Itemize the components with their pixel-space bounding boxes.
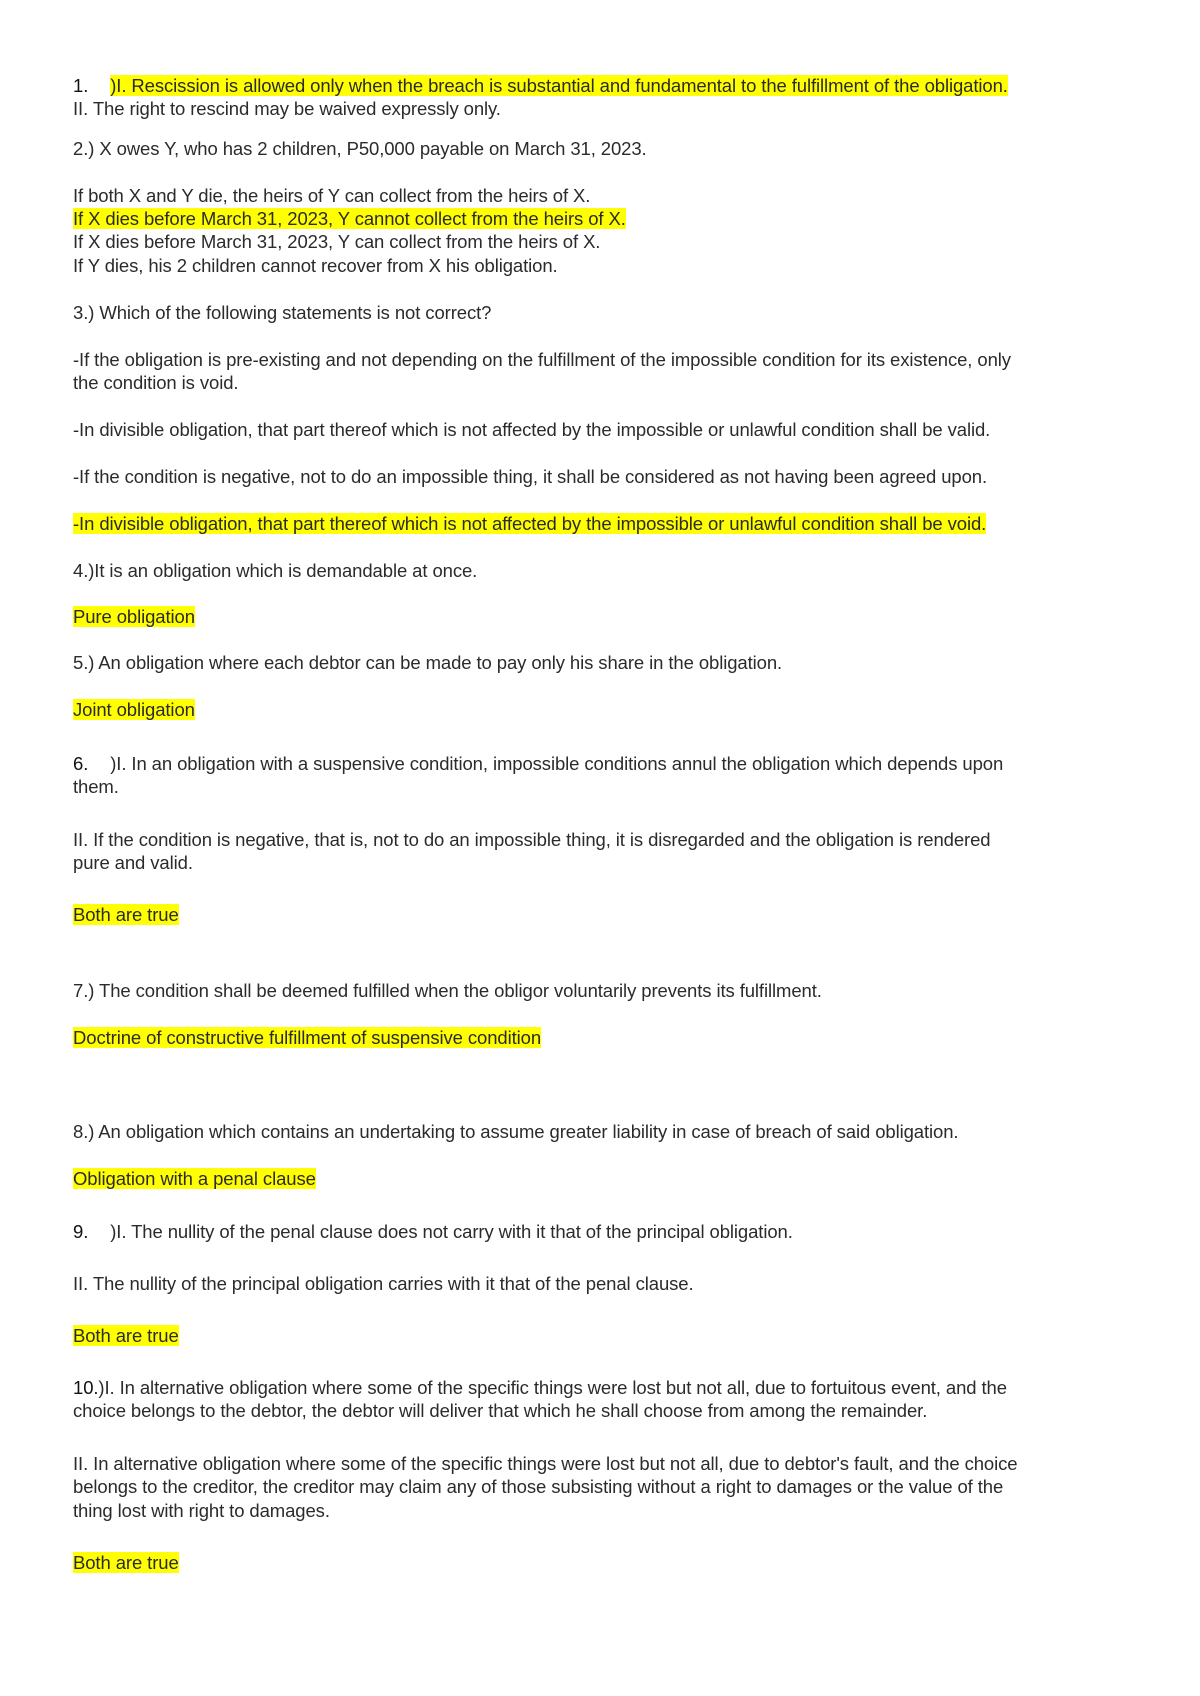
q3-stem: 3.) Which of the following statements is not correct? [73,302,492,323]
q6-number: 6. [73,753,89,774]
q10-statement-1: )I. In alternative obligation where some of the specific things were lost but not all, due to fortuitous event, and the [98,1377,1007,1398]
q6-line1b: them. [73,776,119,797]
q3-option-1a: -If the obligation is pre-existing and not depending on the fulfillment of the impossible condition for its existence, only [73,349,1011,370]
q3-option-4 [73,512,986,535]
q3-option-1b: the condition is void. [73,372,239,393]
q10-line2c: thing lost with right to damages. [73,1500,330,1521]
q7-stem: 7.) The condition shall be deemed fulfilled when the obligor voluntarily prevents its fulfillment. [73,980,822,1001]
q10-answer-line [73,1551,179,1574]
q9-answer: Both are true [73,1325,179,1346]
q9-statement-2: II. The nullity of the principal obligation carries with it that of the penal clause. [73,1273,694,1294]
q5-stem: 5.) An obligation where each debtor can be made to pay only his share in the obligation. [73,652,783,673]
q9-statement-1: )I. The nullity of the penal clause does not carry with it that of the principal obligation. [110,1221,793,1242]
q2-option-3: If X dies before March 31, 2023, Y can collect from the heirs of X. [73,231,601,252]
q4-answer-line [73,605,195,628]
q5-answer-line [73,698,195,721]
q4-stem: 4.)It is an obligation which is demandable at once. [73,560,478,581]
q9-number: 9. [73,1221,89,1242]
q10-line1a [73,1376,1007,1399]
q1-line1 [73,74,1008,97]
q1-statement-1: )I. Rescission is allowed only when the breach is substantial and fundamental to the fulfillment of the obligation. [110,75,1008,96]
q8-answer-line [73,1167,316,1190]
q1-statement-2: II. The right to rescind may be waived expressly only. [73,98,501,119]
q3-option-2: -In divisible obligation, that part thereof which is not affected by the impossible or unlawful condition shall be valid. [73,419,991,440]
q8-stem: 8.) An obligation which contains an undertaking to assume greater liability in case of breach of said obligation. [73,1121,959,1142]
q6-statement-1: )I. In an obligation with a suspensive condition, impossible conditions annul the obligation which depends upon [110,753,1004,774]
q2-option-4: If Y dies, his 2 children cannot recover from X his obligation. [73,255,558,276]
q10-line2b: belongs to the creditor, the creditor may claim any of those subsisting without a right to damages or the value of the [73,1476,1004,1497]
q9-answer-line [73,1324,179,1347]
q9-line1 [73,1220,793,1243]
q7-answer-line [73,1026,541,1049]
q4-answer: Pure obligation [73,606,195,627]
q7-answer: Doctrine of constructive fulfillment of suspensive condition [73,1027,542,1048]
q6-answer: Both are true [73,904,179,925]
q3-answer-highlight: -In divisible obligation, that part thereof which is not affected by the impossible or unlawful condition shall be void. [73,513,987,534]
q10-number: 10. [73,1377,99,1398]
q6-line1a [73,752,1003,775]
q10-line2a: II. In alternative obligation where some of the specific things were lost but not all, due to debtor's fault, and the choice [73,1453,1018,1474]
q6-line2a: II. If the condition is negative, that is, not to do an impossible thing, it is disregarded and the obligation is rendered [73,829,991,850]
q2-answer-highlight: If X dies before March 31, 2023, Y cannot collect from the heirs of X. [73,208,626,229]
q6-answer-line [73,903,179,926]
q10-line1b: choice belongs to the debtor, the debtor will deliver that which he shall choose from among the remainder. [73,1400,928,1421]
q6-line2b: pure and valid. [73,852,193,873]
q5-answer: Joint obligation [73,699,195,720]
q10-answer: Both are true [73,1552,179,1573]
q2-option-2 [73,207,626,230]
q2-option-1: If both X and Y die, the heirs of Y can collect from the heirs of X. [73,185,591,206]
q1-number: 1. [73,75,89,96]
q3-option-3: -If the condition is negative, not to do an impossible thing, it shall be considered as not having been agreed upon. [73,466,988,487]
q8-answer: Obligation with a penal clause [73,1168,316,1189]
q2-stem: 2.) X owes Y, who has 2 children, P50,000 payable on March 31, 2023. [73,138,647,159]
